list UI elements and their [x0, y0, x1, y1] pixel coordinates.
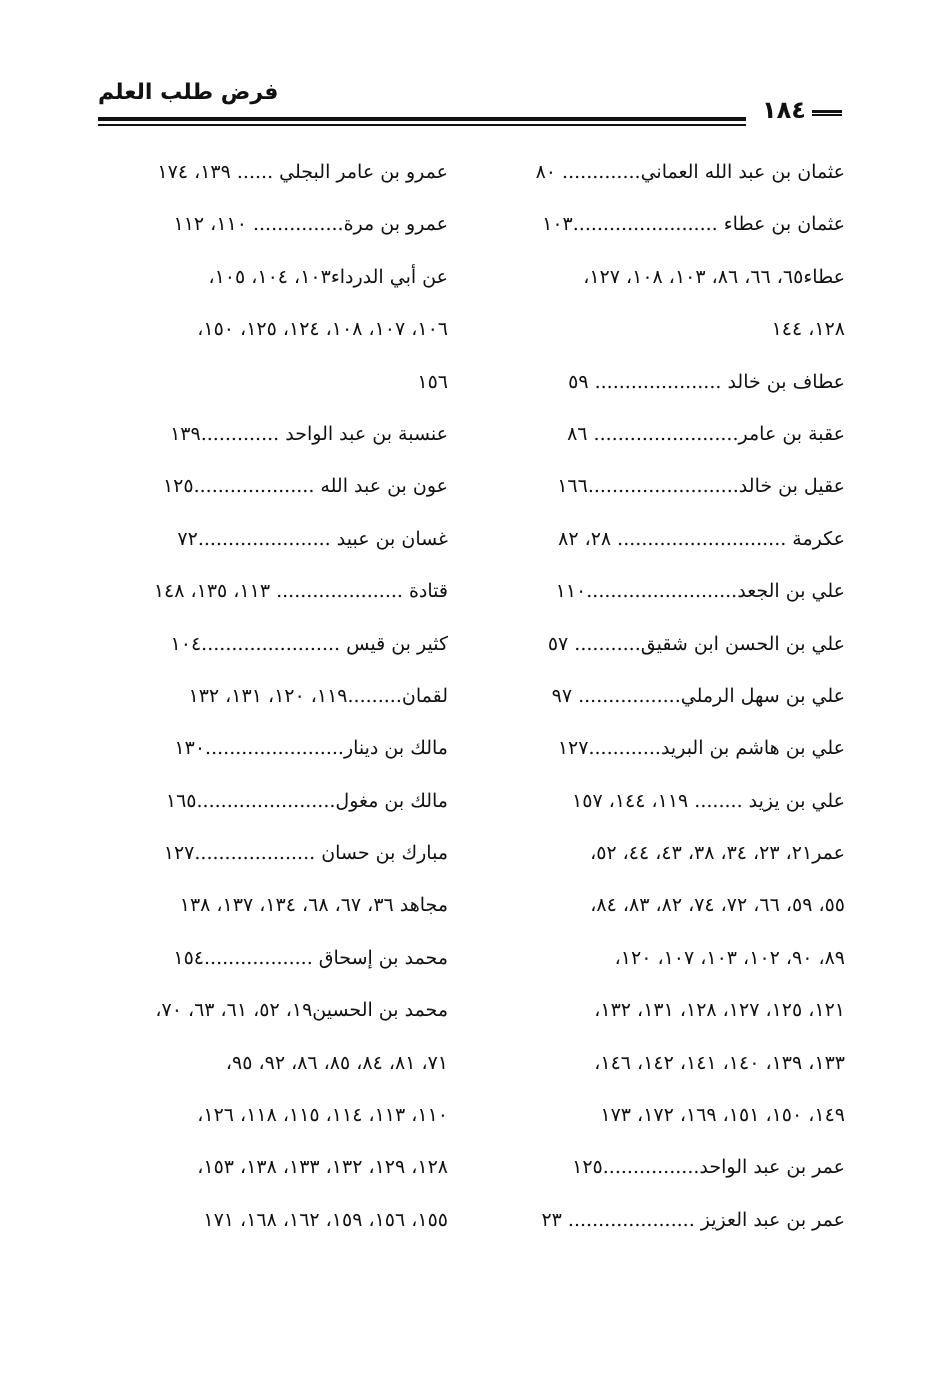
index-entry: محمد بن إسحاق ..................١٥٤	[173, 946, 448, 969]
index-entry: عطاء٦٥، ٦٦، ٨٦، ١٠٣، ١٠٨، ١٢٧،	[583, 265, 845, 288]
index-entry: لقمان.........١١٩، ١٢٠، ١٣١، ١٣٢	[188, 684, 448, 707]
index-entry: عمر بن عبد العزيز ..................... ٢٣	[541, 1208, 845, 1231]
index-entry: غسان بن عبيد ......................٧٢	[177, 527, 448, 550]
header-rule	[98, 117, 746, 126]
index-entry: ٧١، ٨١، ٨٤، ٨٥، ٨٦، ٩٢، ٩٥،	[225, 1051, 448, 1074]
index-entry: علي بن سهل الرملي................. ٩٧	[551, 684, 845, 707]
header-rule-short	[812, 110, 842, 116]
index-entry: ١١٠، ١١٣، ١١٤، ١١٥، ١١٨، ١٢٦،	[197, 1104, 448, 1127]
index-entry: عثمان بن عبد الله العماني............. ٨٠	[535, 161, 845, 183]
index-entry: ١٢٨، ١٤٤	[771, 318, 845, 341]
running-header-title: فرض طلب العلم	[98, 80, 279, 105]
index-entry: ١٠٦، ١٠٧، ١٠٨، ١٢٤، ١٢٥، ١٥٠،	[197, 318, 448, 341]
index-entry: ٥٥، ٥٩، ٦٦، ٧٢، ٧٤، ٨٢، ٨٣، ٨٤،	[590, 894, 845, 917]
index-entry: ١٥٦	[417, 370, 448, 393]
index-entry: علي بن هاشم بن البريد............١٢٧	[557, 737, 845, 760]
index-entry: عطاف بن خالد ..................... ٥٩	[568, 370, 845, 393]
index-entry: علي بن الحسن ابن شقيق........... ٥٧	[547, 632, 845, 655]
index-entry: مجاهد ٣٦، ٦٧، ٦٨، ١٣٤، ١٣٧، ١٣٨	[179, 894, 448, 917]
index-entry: كثير بن قيس .......................١٠٤	[170, 632, 448, 655]
index-entry: ١٢٨، ١٢٩، ١٣٢، ١٣٣، ١٣٨، ١٥٣،	[197, 1156, 448, 1179]
index-entry: مالك بن مغول.......................١٦٥	[165, 789, 448, 812]
index-entry: قتادة ..................... ١١٣، ١٣٥، ١٤٨	[153, 580, 448, 603]
index-entry: عن أبي الدرداء١٠٣، ١٠٤، ١٠٥،	[208, 265, 448, 288]
index-entry: مالك بن دينار.......................١٣٠	[174, 737, 448, 760]
index-entry: مبارك بن حسان ....................١٢٧	[163, 842, 448, 865]
index-entry: ١٥٥، ١٥٦، ١٥٩، ١٦٢، ١٦٨، ١٧١	[203, 1208, 448, 1231]
index-entry: عمر٢١، ٢٣، ٣٤، ٣٨، ٤٣، ٤٤، ٥٢،	[590, 842, 845, 865]
index-column-left	[102, 146, 448, 1246]
index-entry: عقبة بن عامر........................ ٨٦	[567, 422, 845, 445]
index-entry: عمر بن عبد الواحد................١٢٥	[572, 1156, 845, 1179]
index-entry: ٨٩، ٩٠، ١٠٢، ١٠٣، ١٠٧، ١٢٠،	[614, 946, 845, 969]
index-entry: عنسبة بن عبد الواحد .............١٣٩	[170, 422, 448, 445]
index-entry: ١٣٣، ١٣٩، ١٤٠، ١٤١، ١٤٢، ١٤٦،	[594, 1051, 845, 1074]
index-entry: عثمان بن عطاء ........................١٠٣	[542, 213, 845, 236]
index-entry: ١٤٩، ١٥٠، ١٥١، ١٦٩، ١٧٢، ١٧٣	[600, 1104, 845, 1127]
page-number: ١٨٤	[762, 96, 806, 124]
index-entry: ١٢١، ١٢٥، ١٢٧، ١٢٨، ١٣١، ١٣٢،	[594, 999, 845, 1022]
index-entry: علي بن يزيد ........ ١١٩، ١٤٤، ١٥٧	[572, 789, 845, 812]
index-entry: عقيل بن خالد.........................١٦٦	[557, 475, 845, 498]
index-entry: عكرمة ............................ ٢٨، ٨٢	[558, 527, 845, 550]
index-entry: علي بن الجعد.........................١١٠	[555, 580, 845, 603]
index-entry: عمرو بن مرة............... ١١٠، ١١٢	[173, 213, 448, 236]
index-entry: عون بن عبد الله ....................١٢٥	[162, 475, 448, 498]
index-entry: محمد بن الحسين١٩، ٥٢، ٦١، ٦٣، ٧٠،	[155, 999, 448, 1022]
index-column-right	[505, 146, 845, 1246]
index-entry: عمرو بن عامر البجلي ...... ١٣٩، ١٧٤	[157, 161, 448, 183]
